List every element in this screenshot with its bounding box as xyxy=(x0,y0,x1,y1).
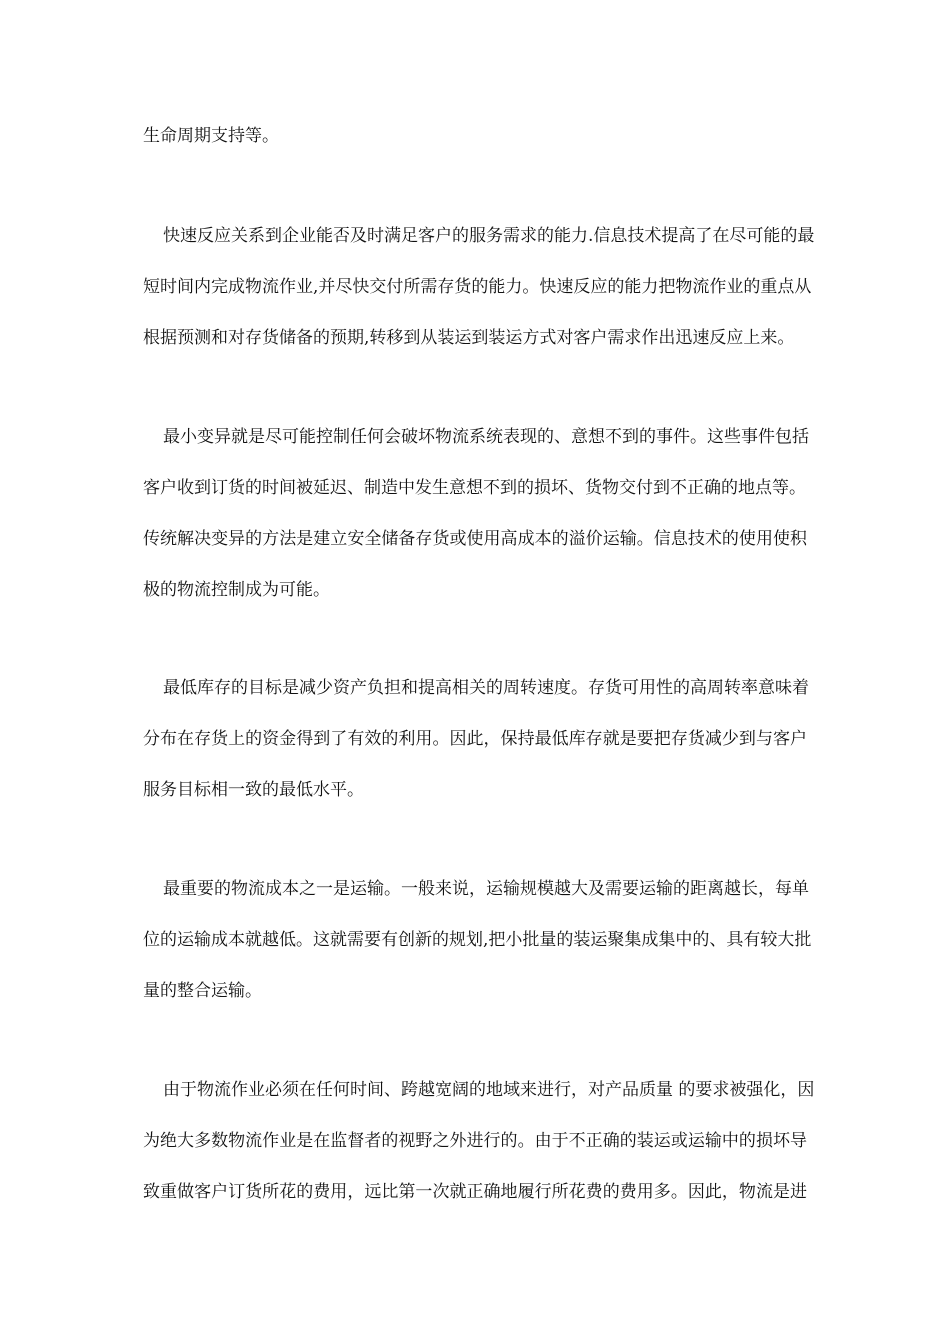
paragraph-quick-response xyxy=(143,211,815,364)
paragraph-line: 服务目标相一致的最低水平。 xyxy=(143,780,364,800)
paragraph-line: 极的物流控制成为可能。 xyxy=(143,580,330,600)
paragraph-line: 为绝大多数物流作业是在监督者的视野之外进行的。由于不正确的装运或运输中的损坏导 xyxy=(143,1131,807,1151)
paragraph-line: 客户收到订货的时间被延迟、制造中发生意想不到的损坏、货物交付到不正确的地点等。 xyxy=(143,478,806,498)
paragraph-line: 根据预测和对存货储备的预期,转移到从装运到装运方式对客户需求作出迅速反应上来。 xyxy=(143,328,795,348)
paragraph-life-cycle xyxy=(143,111,807,162)
paragraph-line: 最低库存的目标是减少资产负担和提高相关的周转速度。存货可用性的高周转率意味着 xyxy=(163,678,809,698)
paragraph-transport-consolidation xyxy=(143,864,812,1017)
paragraph-quality xyxy=(143,1065,815,1218)
paragraph-line: 生命周期支持等。 xyxy=(143,126,279,146)
paragraph-line: 快速反应关系到企业能否及时满足客户的服务需求的能力.信息技术提高了在尽可能的最 xyxy=(163,226,815,246)
paragraph-line: 最重要的物流成本之一是运输。一般来说，运输规模越大及需要运输的距离越长，每单 xyxy=(163,879,809,899)
paragraph-line: 量的整合运输。 xyxy=(143,981,262,1001)
paragraph-minimum-variance xyxy=(143,412,807,616)
paragraph-line: 传统解决变异的方法是建立安全储备存货或使用高成本的溢价运输。信息技术的使用使积 xyxy=(143,529,807,549)
paragraph-line: 位的运输成本就越低。这就需要有创新的规划,把小批量的装运聚集成集中的、具有较大批 xyxy=(143,930,812,950)
paragraph-line: 由于物流作业必须在任何时间、跨越宽阔的地域来进行，对产品质量 的要求被强化，因 xyxy=(163,1080,815,1100)
paragraph-line: 分布在存货上的资金得到了有效的利用。因此，保持最低库存就是要把存货减少到与客户 xyxy=(143,729,807,749)
paragraph-line: 短时间内完成物流作业,并尽快交付所需存货的能力。快速反应的能力把物流作业的重点从 xyxy=(143,277,812,297)
paragraph-minimum-inventory xyxy=(143,663,807,816)
paragraph-line: 致重做客户订货所花的费用，远比第一次就正确地履行所花费的费用多。因此，物流是进 xyxy=(143,1182,807,1202)
paragraph-line: 最小变异就是尽可能控制任何会破坏物流系统表现的、意想不到的事件。这些事件包括 xyxy=(163,427,809,447)
